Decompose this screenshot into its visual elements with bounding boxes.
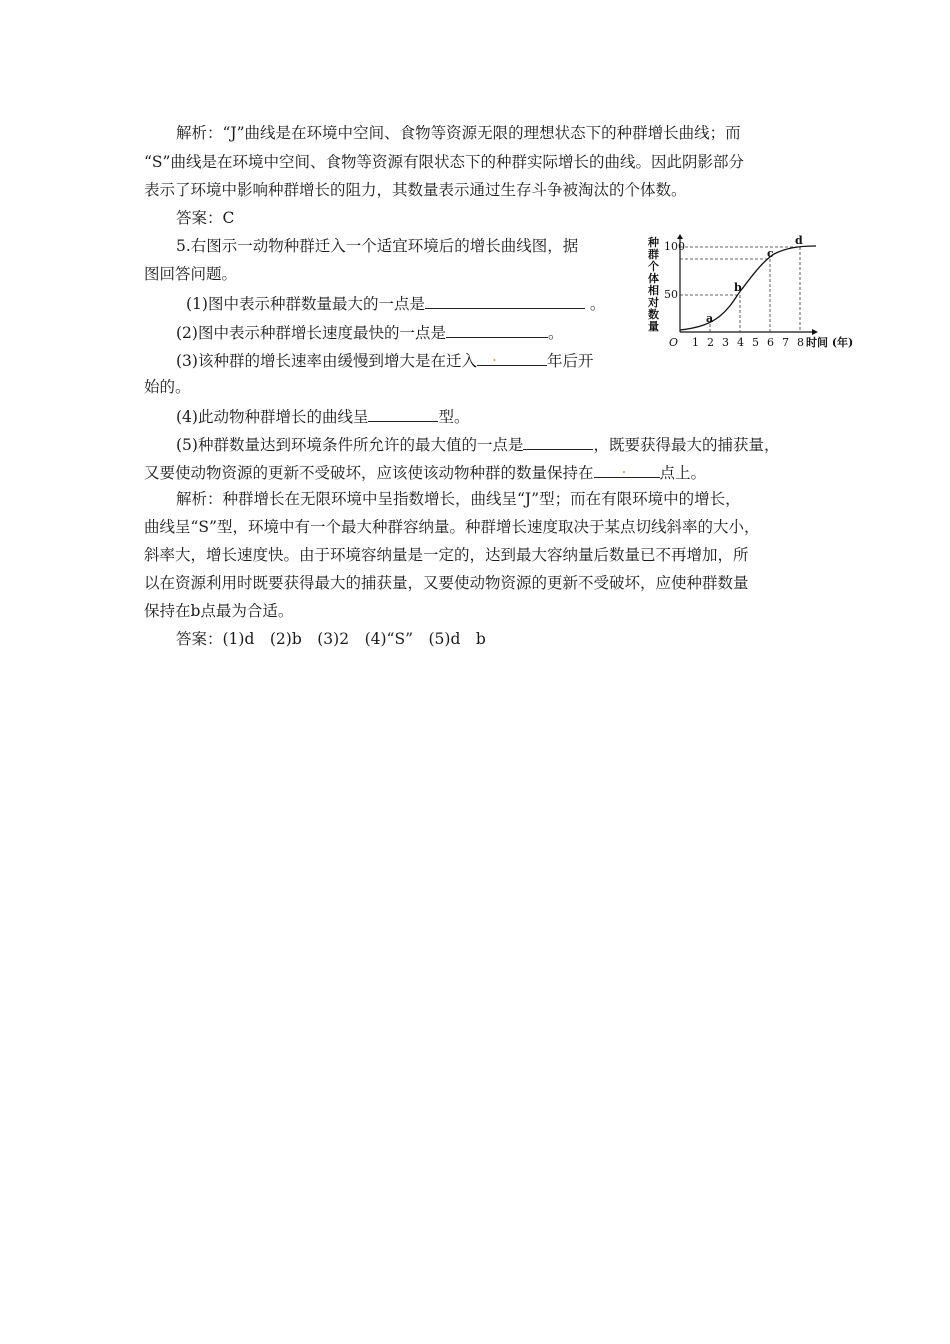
question-5-part-5	[176, 433, 779, 455]
analysis-2-line-3: 斜率大，增长速度快。由于环境容纳量是一定的，达到最大容纳量后数量已不再增加，所	[144, 546, 749, 564]
x-tick: 6	[767, 336, 774, 349]
part-2-blank[interactable]	[446, 321, 548, 338]
part-1-blank[interactable]	[425, 292, 585, 309]
part-1-text: (1)图中表示种群数量最大的一点是	[186, 295, 425, 313]
part-1-end: 。	[589, 295, 606, 313]
population-growth-graph	[640, 234, 865, 359]
analysis-2-line-4: 以在资源利用时既要获得最大的捕获量，又要使动物资源的更新不受破坏，应使种群数量	[144, 574, 749, 592]
part-5-blank-2[interactable]	[594, 461, 660, 478]
part-2-text: (2)图中表示种群增长速度最快的一点是	[176, 324, 446, 342]
part-3-end: 年后开	[546, 352, 594, 370]
analysis-1-line-1: 解析：“J”曲线是在环境中空间、食物等资源无限的理想状态下的种群增长曲线；而	[176, 124, 741, 142]
part-4-text: (4)此动物种群增长的曲线呈	[176, 408, 369, 426]
x-ticks	[692, 336, 804, 349]
question-5-part-5-line-2	[144, 461, 706, 483]
analysis-2-line-5: 保持在b点最为合适。	[144, 602, 294, 620]
y-title-char: 量	[648, 320, 659, 333]
part-2-end: 。	[547, 324, 564, 342]
y-title-char: 对	[648, 296, 659, 309]
point-label-a: a	[706, 312, 714, 325]
x-tick: 4	[737, 336, 744, 349]
analysis-2-line-1: 解析：种群增长在无限环境中呈指数增长，曲线呈“J”型；而在有限环境中的增长，	[176, 490, 741, 508]
mark-dot: .	[491, 347, 497, 365]
question-5-part-2	[176, 321, 563, 343]
question-5-intro-line-2: 图回答问题。	[144, 265, 238, 283]
answer-2: 答案：(1)d (2)b (3)2 (4)“S” (5)d b	[176, 630, 486, 648]
y-axis-title	[647, 235, 659, 333]
part-5-blank-1[interactable]	[523, 433, 593, 450]
x-tick: 2	[707, 336, 714, 349]
point-label-b: b	[734, 281, 742, 294]
point-label-d: d	[795, 234, 803, 247]
x-tick: 8	[797, 336, 804, 349]
question-5-intro-line-1: 5.右图示一动物种群迁入一个适宜环境后的增长曲线图，据	[176, 237, 579, 255]
part-5-line-2-text: 又要使动物资源的更新不受破坏，应该使该动物种群的数量保持在	[144, 464, 594, 482]
y-title-char: 个	[648, 260, 659, 273]
part-5-mid: ，既要获得最大的捕获量，	[593, 436, 780, 454]
y-title-char: 种	[648, 236, 659, 249]
part-3-text: (3)该种群的增长速率由缓慢到增大是在迁入	[176, 352, 477, 370]
x-axis-arrow-icon	[812, 329, 818, 335]
question-5-part-4	[176, 405, 469, 427]
x-tick: 3	[722, 336, 729, 349]
x-tick: 1	[692, 336, 699, 349]
point-label-c: c	[767, 247, 774, 260]
y-axis-arrow-icon	[677, 234, 683, 239]
question-5-part-3	[176, 349, 593, 371]
part-5-text: (5)种群数量达到环境条件所允许的最大值的一点是	[176, 436, 524, 454]
x-tick: 5	[752, 336, 759, 349]
y-title-char: 群	[648, 248, 659, 261]
y-tick-100: 100	[664, 240, 685, 253]
analysis-2-line-2: 曲线呈“S”型，环境中有一个最大种群容纳量。种群增长速度取决于某点切线斜率的大小，	[144, 518, 760, 536]
y-tick-50: 50	[664, 288, 678, 301]
question-5-part-3-line-2: 始的。	[144, 378, 191, 396]
answer-1: 答案：C	[176, 209, 235, 227]
y-title-char: 相	[648, 284, 659, 297]
part-5-end: 点上。	[659, 464, 707, 482]
x-tick: 7	[782, 336, 789, 349]
x-axis-title: 时间 (年)	[806, 336, 854, 349]
analysis-1-line-3: 表示了环境中影响种群增长的阻力，其数量表示通过生存斗争被淘汰的个体数。	[144, 181, 687, 199]
mark-dot: .	[621, 459, 627, 477]
analysis-1-line-2: “S”曲线是在环境中空间、食物等资源有限状态下的种群实际增长的曲线。因此阴影部分	[144, 153, 744, 171]
question-5-part-1	[186, 292, 605, 314]
part-3-blank[interactable]	[477, 349, 547, 366]
origin-label: O	[669, 336, 679, 349]
y-title-char: 体	[648, 272, 659, 285]
y-title-char: 数	[648, 308, 659, 321]
part-4-blank[interactable]	[368, 405, 438, 422]
part-4-end: 型。	[438, 408, 470, 426]
